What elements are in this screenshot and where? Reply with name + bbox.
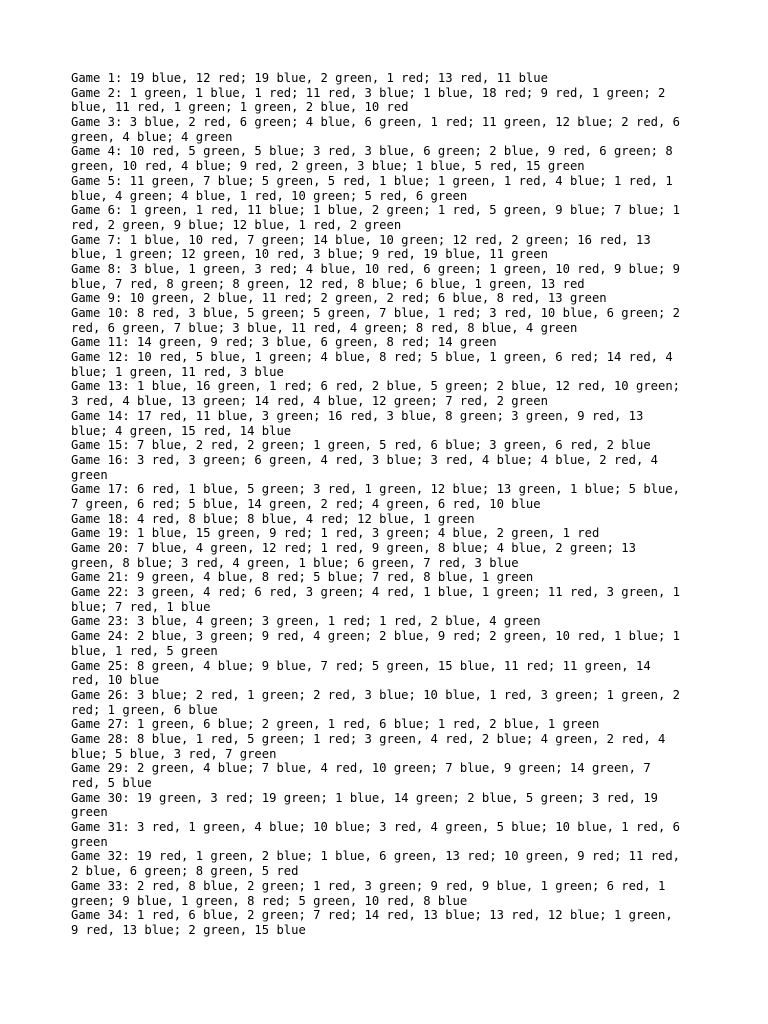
text-line: Game 33: 2 red, 8 blue, 2 green; 1 red, 3 green; 9 red, 9 blue, 1 green; 6 red, 1: [71, 878, 666, 893]
text-line: red, 2 green, 9 blue; 12 blue, 1 red, 2 green: [71, 217, 402, 232]
text-line: green: [71, 467, 108, 482]
document-body: [71, 71, 703, 938]
text-line: Game 9: 10 green, 2 blue, 11 red; 2 green, 2 red; 6 blue, 8 red, 13 green: [71, 291, 607, 306]
text-line: Game 7: 1 blue, 10 red, 7 green; 14 blue, 10 green; 12 red, 2 green; 16 red, 13: [71, 232, 651, 247]
text-line: Game 8: 3 blue, 1 green, 3 red; 4 blue, 10 red, 6 green; 1 green, 10 red, 9 blue; 9: [71, 261, 681, 276]
text-line: 3 red, 4 blue, 13 green; 14 red, 4 blue, 12 green; 7 red, 2 green: [71, 394, 548, 409]
text-line: Game 17: 6 red, 1 blue, 5 green; 3 red, 1 green, 12 blue; 13 green, 1 blue; 5 blue,: [71, 482, 681, 497]
text-line: red; 1 green, 6 blue: [71, 702, 218, 717]
text-line: 2 blue, 6 green; 8 green, 5 red: [71, 864, 299, 879]
text-line: Game 6: 1 green, 1 red, 11 blue; 1 blue, 2 green; 1 red, 5 green, 9 blue; 7 blue; 1: [71, 203, 681, 218]
text-line: blue, 4 green; 4 blue, 1 red, 10 green; 5 red, 6 green: [71, 188, 468, 203]
text-line: Game 24: 2 blue, 3 green; 9 red, 4 green; 2 blue, 9 red; 2 green, 10 red, 1 blue; 1: [71, 629, 681, 644]
text-line: Game 1: 19 blue, 12 red; 19 blue, 2 green, 1 red; 13 red, 11 blue: [71, 71, 548, 85]
text-line: red, 10 blue: [71, 673, 160, 688]
text-line: red, 6 green, 7 blue; 3 blue, 11 red, 4 green; 8 red, 8 blue, 4 green: [71, 320, 578, 335]
text-line: blue, 7 red, 8 green; 8 green, 12 red, 8 blue; 6 blue, 1 green, 13 red: [71, 276, 585, 291]
text-line: green: [71, 805, 108, 820]
text-line: green, 10 red, 4 blue; 9 red, 2 green, 3 blue; 1 blue, 5 red, 15 green: [71, 159, 585, 174]
text-line: green; 9 blue, 1 green, 8 red; 5 green, 10 red, 8 blue: [71, 893, 468, 908]
text-line: 9 red, 13 blue; 2 green, 15 blue: [71, 922, 306, 937]
text-line: Game 29: 2 green, 4 blue; 7 blue, 4 red, 10 green; 7 blue, 9 green; 14 green, 7: [71, 761, 651, 776]
text-line: blue; 1 green, 11 red, 3 blue: [71, 364, 284, 379]
text-line: Game 27: 1 green, 6 blue; 2 green, 1 red, 6 blue; 1 red, 2 blue, 1 green: [71, 717, 600, 732]
text-line: Game 13: 1 blue, 16 green, 1 red; 6 red, 2 blue, 5 green; 2 blue, 12 red, 10 green;: [71, 379, 681, 394]
text-line: Game 14: 17 red, 11 blue, 3 green; 16 red, 3 blue, 8 green; 3 green, 9 red, 13: [71, 408, 644, 423]
text-line: Game 34: 1 red, 6 blue, 2 green; 7 red; 14 red, 13 blue; 13 red, 12 blue; 1 green,: [71, 908, 673, 923]
text-line: blue, 11 red, 1 green; 1 green, 2 blue, 10 red: [71, 100, 409, 115]
text-line: green, 4 blue; 4 green: [71, 129, 233, 144]
text-line: blue, 1 green; 12 green, 10 red, 3 blue; 9 red, 19 blue, 11 green: [71, 247, 548, 262]
text-line: red, 5 blue: [71, 776, 152, 790]
text-line: green: [71, 834, 108, 849]
text-line: Game 30: 19 green, 3 red; 19 green; 1 blue, 14 green; 2 blue, 5 green; 3 red, 19: [71, 790, 658, 805]
text-line: Game 26: 3 blue; 2 red, 1 green; 2 red, 3 blue; 10 blue, 1 red, 3 green; 1 green, 2: [71, 687, 681, 702]
text-line: Game 18: 4 red, 8 blue; 8 blue, 4 red; 12 blue, 1 green: [71, 511, 475, 526]
text-line: Game 20: 7 blue, 4 green, 12 red; 1 red, 9 green, 8 blue; 4 blue, 2 green; 13: [71, 541, 636, 555]
text-line: Game 28: 8 blue, 1 red, 5 green; 1 red; 3 green, 4 red, 2 blue; 4 green, 2 red, 4: [71, 731, 666, 746]
text-line: green, 8 blue; 3 red, 4 green, 1 blue; 6 green, 7 red, 3 blue: [71, 555, 519, 570]
text-line: blue; 7 red, 1 blue: [71, 599, 211, 614]
text-line: blue; 4 green, 15 red, 14 blue: [71, 423, 292, 438]
text-line: Game 15: 7 blue, 2 red, 2 green; 1 green, 5 red, 6 blue; 3 green, 6 red, 2 blue: [71, 438, 651, 453]
text-line: Game 25: 8 green, 4 blue; 9 blue, 7 red; 5 green, 15 blue, 11 red; 11 green, 14: [71, 658, 651, 673]
text-line: Game 5: 11 green, 7 blue; 5 green, 5 red, 1 blue; 1 green, 1 red, 4 blue; 1 red, 1: [71, 173, 673, 188]
text-line: Game 23: 3 blue, 4 green; 3 green, 1 red; 1 red, 2 blue, 4 green: [71, 614, 541, 629]
text-line: Game 31: 3 red, 1 green, 4 blue; 10 blue; 3 red, 4 green, 5 blue; 10 blue, 1 red, 6: [71, 820, 681, 835]
text-line: Game 16: 3 red, 3 green; 6 green, 4 red, 3 blue; 3 red, 4 blue; 4 blue, 2 red, 4: [71, 452, 658, 467]
text-line: Game 10: 8 red, 3 blue, 5 green; 5 green, 7 blue, 1 red; 3 red, 10 blue, 6 green; 2: [71, 306, 681, 320]
text-line: Game 21: 9 green, 4 blue, 8 red; 5 blue; 7 red, 8 blue, 1 green: [71, 570, 534, 585]
text-line: Game 4: 10 red, 5 green, 5 blue; 3 red, 3 blue, 6 green; 2 blue, 9 red, 6 green; 8: [71, 144, 673, 159]
text-line: Game 12: 10 red, 5 blue, 1 green; 4 blue, 8 red; 5 blue, 1 green, 6 red; 14 red, 4: [71, 350, 673, 365]
text-line: blue; 5 blue, 3 red, 7 green: [71, 746, 277, 761]
text-line: Game 22: 3 green, 4 red; 6 red, 3 green; 4 red, 1 blue, 1 green; 11 red, 3 green, 1: [71, 585, 681, 600]
text-line: Game 19: 1 blue, 15 green, 9 red; 1 red, 3 green; 4 blue, 2 green, 1 red: [71, 526, 600, 541]
text-line: 7 green, 6 red; 5 blue, 14 green, 2 red; 4 green, 6 red, 10 blue: [71, 496, 541, 511]
text-line: Game 11: 14 green, 9 red; 3 blue, 6 green, 8 red; 14 green: [71, 335, 497, 350]
text-line: blue, 1 red, 5 green: [71, 643, 218, 658]
text-line: Game 3: 3 blue, 2 red, 6 green; 4 blue, 6 green, 1 red; 11 green, 12 blue; 2 red, 6: [71, 115, 681, 130]
text-line: Game 32: 19 red, 1 green, 2 blue; 1 blue, 6 green, 13 red; 10 green, 9 red; 11 red,: [71, 849, 681, 864]
text-line: Game 2: 1 green, 1 blue, 1 red; 11 red, 3 blue; 1 blue, 18 red; 9 red, 1 green; 2: [71, 85, 666, 100]
